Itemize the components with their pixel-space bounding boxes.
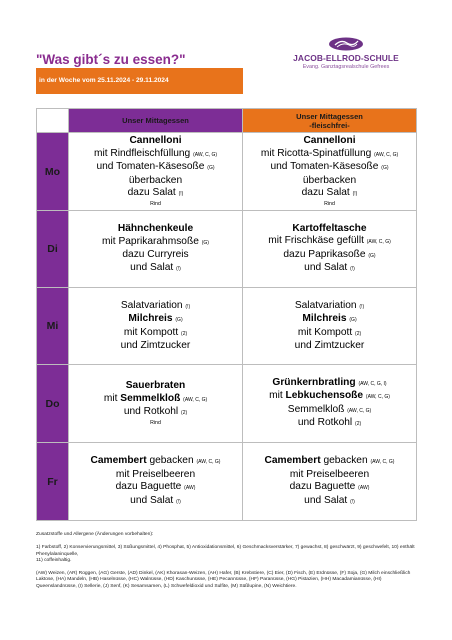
allergen-code: (AW, C, G) — [193, 151, 218, 158]
day-label: Di — [37, 211, 69, 288]
allergen-code: (G) — [207, 165, 215, 172]
dish-line: dazu Paprikasoße — [283, 248, 366, 260]
dish-line: mit Preiselbeeren — [289, 468, 370, 480]
dish-name: Milchreis — [128, 313, 173, 324]
allergen-code: (AW) — [358, 485, 370, 491]
dish-name: Camembert — [90, 455, 147, 466]
legend-allergens: (AW) Weizen, (AR) Roggen, (AG) Gerste, (AD) Dinkel, (AK) Khorasan-Weizen, (AH) Hafer, (B) Krebstiere, (C) Eier, (D) Fisch, (E) Erdnüsse, (F) Soja, (G) Milch einschließlich Laktose, (HA) Mandeln, (HB) Haselnüsse, (HC) Walnüsse, (HD) Kaschunüsse, (HE) Pecannüsse, (HF) Paranüsse, (HG) Pistazien, (HH) Macadamianüsse, (HI) Queenslandnüsse, (I) Sellerie, (J) Senf, (K) Sesamsamen, (L) Schwefeldioxid und Sulfite, (M) Süßlupine, (N) Weichtiere. — [36, 571, 411, 589]
school-subtitle: Evang. Ganztagsrealschule Gefrees — [302, 64, 390, 70]
dish-name: Camembert — [264, 455, 321, 466]
meat-note: Rind — [150, 200, 161, 207]
dish-line: überbacken — [128, 174, 183, 186]
allergen-code: (!) — [185, 303, 191, 310]
dish-line: und Rotkohl — [123, 406, 179, 418]
dish-line: und Salat — [130, 261, 174, 273]
dish-name: Grünkernbratling — [272, 376, 356, 388]
allergen-code: (!) — [350, 266, 355, 272]
allergen-code: (G) — [349, 317, 357, 323]
dish-line: mit Frischkäse gefüllt — [268, 235, 364, 246]
allergen-code: (!) — [359, 303, 365, 310]
dish-line: mit Preiselbeeren — [115, 468, 196, 480]
dish-line: dazu Salat — [301, 187, 350, 199]
day-label: Do — [37, 365, 69, 443]
allergen-code: (G) — [381, 165, 389, 172]
school-name: JACOB-ELLROD-SCHULE — [293, 53, 399, 63]
dish-line: mit Paprikarahmsoße — [102, 235, 199, 247]
allergen-code: (AW) — [184, 485, 196, 491]
dish-line: überbacken — [302, 174, 357, 186]
allergen-code: (AW, C, G) — [366, 239, 391, 245]
legend-additives-cont: 11) coffeinhaltig. — [36, 557, 72, 563]
dish-name: Milchreis — [302, 313, 347, 324]
meal-cell — [69, 443, 243, 521]
dish-name: Cannelloni — [129, 135, 182, 147]
dish-line: und Rotkohl — [297, 417, 353, 428]
dish-line: gebacken — [323, 455, 368, 466]
dish-line: und Zimtzucker — [294, 340, 365, 351]
allergen-code: (AW, C, G) — [374, 151, 399, 158]
legend-heading: Zusatzstoffe und Allergene (Änderungen vorbehalten): — [36, 532, 154, 537]
dish-line: und Salat — [130, 494, 174, 506]
legend-additives: 1) Farbstoff, 2) Konservierungsmittel, 3) Süßungsmittel, 4) Phosphat, 5) Antioxidationsmittel, 6) Geschmacksverstärker, 7) gewachst, 8) geschwärzt, 9) geschwefelt, 10) enthält Phenylalaninquelle, — [36, 545, 415, 557]
dish-line: dazu Salat — [127, 187, 176, 199]
meal-cell — [243, 211, 417, 288]
allergen-code: (2) — [355, 421, 362, 427]
column-header-vegetarian-line1: Unser Mittagessen — [296, 111, 363, 121]
allergen-code: (G) — [201, 239, 209, 246]
dish-line: mit Kompott — [123, 326, 179, 338]
meal-cell — [69, 288, 243, 365]
meat-note: Rind — [150, 419, 161, 426]
week-range-banner: in der Woche vom 25.11.2024 - 29.11.2024 — [36, 68, 243, 94]
side-dish-name: Lebkuchensoße — [285, 390, 364, 401]
dish-line: mit — [103, 392, 118, 404]
menu-table — [36, 108, 417, 521]
dish-line: mit Kompott — [297, 326, 353, 338]
allergen-code: (G) — [175, 317, 183, 323]
dish-line: mit Ricotta-Spinatfüllung — [260, 147, 372, 159]
dish-name: Cannelloni — [303, 135, 356, 147]
allergen-code: (2) — [355, 330, 362, 337]
allergen-code: (AW, C, G) — [183, 396, 208, 403]
table-header-row — [37, 109, 417, 133]
meal-cell — [243, 133, 417, 211]
allergen-code: (AW, C, G) — [370, 459, 395, 465]
table-row — [37, 133, 417, 211]
column-header-regular-label: Unser Mittagessen — [122, 116, 189, 125]
dish-name: Sauerbraten — [125, 380, 186, 392]
meal-cell — [243, 365, 417, 443]
table-row — [37, 211, 417, 288]
school-logo-icon — [327, 36, 365, 52]
school-logo — [276, 36, 416, 76]
allergen-code: (2) — [181, 410, 188, 417]
page-title: "Was gibt´s zu essen?" — [36, 52, 186, 67]
table-corner — [37, 109, 69, 133]
day-label: Fr — [37, 443, 69, 521]
allergen-code: (!) — [176, 498, 181, 505]
dish-line: und Salat — [304, 262, 348, 273]
allergen-code: (AW, C, G) — [196, 459, 221, 465]
dish-line: dazu Curryreis — [122, 249, 189, 260]
meal-cell — [243, 288, 417, 365]
side-dish-name: Semmelkloß — [120, 392, 181, 404]
dish-line: mit — [269, 390, 283, 401]
allergen-code: (!) — [350, 498, 355, 505]
dish-line: und Tomaten-Käsesoße — [270, 161, 379, 173]
dish-line: Salatvariation — [294, 299, 357, 311]
allergen-code: (!) — [178, 191, 184, 198]
dish-line: und Zimtzucker — [120, 340, 191, 351]
dish-name: Hähnchenkeule — [117, 223, 194, 234]
meal-cell — [69, 365, 243, 443]
meal-cell — [69, 211, 243, 288]
dish-line: Salatvariation — [120, 299, 183, 311]
dish-line: dazu Baguette — [289, 481, 356, 492]
day-label: Mo — [37, 133, 69, 211]
dish-line: dazu Baguette — [115, 481, 182, 492]
dish-line: und Salat — [304, 494, 348, 506]
column-header-regular — [69, 109, 243, 133]
allergen-code: (AW, C, G, I) — [358, 380, 387, 387]
column-header-vegetarian — [243, 109, 417, 133]
dish-line: gebacken — [149, 455, 194, 466]
allergen-code: (2) — [181, 330, 188, 337]
table-row — [37, 288, 417, 365]
dish-line: und Tomaten-Käsesoße — [96, 161, 205, 173]
allergen-code: (G) — [368, 252, 376, 259]
table-row — [37, 443, 417, 521]
allergen-code: (!) — [176, 265, 181, 272]
allergen-code: (AW, C, G) — [365, 394, 390, 400]
dish-line: Semmelkloß — [287, 403, 345, 415]
meal-cell — [69, 133, 243, 211]
column-header-vegetarian-line2: -fleischfrei- — [309, 120, 350, 130]
allergen-code: (AW, C, G) — [347, 407, 372, 414]
day-label: Mi — [37, 288, 69, 365]
table-row — [37, 365, 417, 443]
allergen-legend — [36, 532, 420, 596]
meat-note: Rind — [324, 200, 335, 207]
dish-name: Kartoffeltasche — [292, 222, 367, 234]
allergen-code: (!) — [352, 191, 358, 198]
dish-line: mit Rindfleischfüllung — [93, 147, 191, 159]
meal-cell — [243, 443, 417, 521]
